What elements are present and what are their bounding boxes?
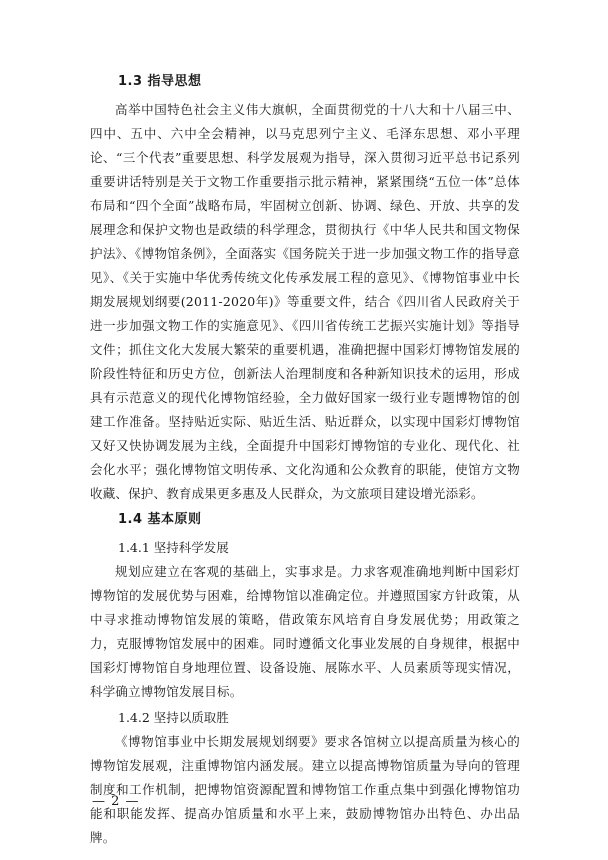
section-heading-1-4: 1.4 基本原则 bbox=[118, 512, 202, 527]
scientific-development-paragraph: 规划应建立在客观的基础上，实事求是。力求客观准确地判断中国彩灯博物馆的发展优势与困难，给博物馆以准确定位。并遵照国家方针政策，从中寻求推动博物馆发展的策略，借政策东风培育自身发展优势；用政策之力，克服博物馆发展中的困难。同时遵循文化事业发展的自身规律，根据中国彩灯博物馆自身地理位置、设备设施、展陈水平、人员素质等现实情况，科学确立博物馆发展目标。 bbox=[90, 564, 520, 699]
quality-first-paragraph: 《博物馆事业中长期发展规划纲要》要求各馆树立以提高质量为核心的博物馆发展观，注重博物馆内涵发展。建立以提高博物馆质量为导向的管理制度和工作机制，把博物馆资源配置和博物馆工作重点集中到强化博物馆功能和职能发挥、提高办馆质量和水平上来，鼓励博物馆办出特色、办出品牌。 bbox=[90, 734, 520, 845]
subsection-heading-1-4-1: 1.4.1 坚持科学发展 bbox=[118, 540, 229, 555]
document-body bbox=[90, 70, 520, 852]
page-number: — 2 — bbox=[92, 794, 140, 809]
subsection-heading-1-4-2: 1.4.2 坚持以质取胜 bbox=[118, 710, 229, 725]
guiding-ideology-paragraph: 高举中国特色社会主义伟大旗帜，全面贯彻党的十八大和十八届三中、四中、五中、六中全会精神，以马克思列宁主义、毛泽东思想、邓小平理论、“三个代表”重要思想、科学发展观为指导，深入贯彻习近平总书记系列重要讲话特别是关于文物工作重要指示批示精神，紧紧围绕“五位一体”总体布局和“四个全面”战略布局，牢固树立创新、协调、绿色、开放、共享的发展理念和保护文物也是政绩的科学理念，贯彻执行《中华人民共和国文物保护法》、《博物馆条例》，全面落实《国务院关于进一步加强文物工作的指导意见》、《关于实施中华优秀传统文化传承发展工程的意见》、《博物馆事业中长期发展规划纲要(2011-2020年)》等重要文件，结合《四川省人民政府关于进一步加强文物工作的实施意见》、《四川省传统工艺振兴实施计划》等指导文件；抓住文化大发展大繁荣的重要机遇，准确把握中国彩灯博物馆发展的阶段性特征和历史方位，创新法人治理制度和各种新知识技术的运用，形成具有示范意义的现代化博物馆经验，全力做好国家一级行业专题博物馆的创建工作准备。坚持贴近实际、贴近生活、贴近群众，以实现中国彩灯博物馆又好又快协调发展为主线，全面提升中国彩灯博物馆的专业化、现代化、社会化水平；强化博物馆文明传承、文化沟通和公众教育的职能，使馆方文物收藏、保护、教育成果更多惠及人民群众，为文旅项目建设增光添彩。 bbox=[90, 102, 520, 501]
section-heading-1-3: 1.3 指导思想 bbox=[118, 74, 202, 89]
